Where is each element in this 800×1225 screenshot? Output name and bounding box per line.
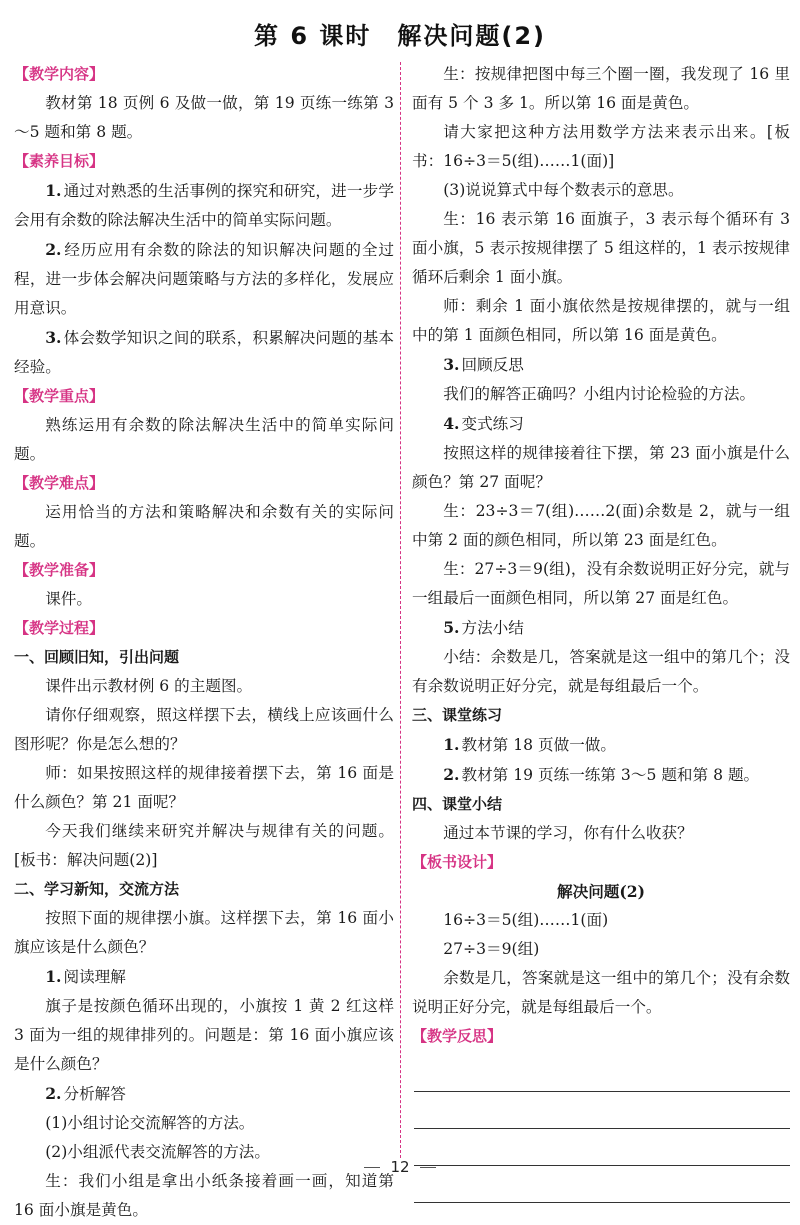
step-title: 阅读理解 <box>63 968 126 986</box>
board-title: 解决问题(2) <box>557 882 645 901</box>
right-column <box>412 60 790 1211</box>
paragraph: 生：27÷3＝9(组)，没有余数说明正好分完，就与一组最后一面颜色相同，所以第 27 面是红色。 <box>412 560 790 607</box>
paragraph: 生：我们小组是拿出小纸条接着画一画，知道第 16 面小旗是黄色。 <box>14 1172 394 1219</box>
paragraph: 师：剩余 1 面小旗依然是按规律摆的，就与一组中的第 1 面颜色相同，所以第 16 面是黄色。 <box>412 297 790 344</box>
section-heading-board-design: 【 板书设计 】 <box>412 848 790 877</box>
paragraph: 按照这样的规律接着往下摆，第 23 面小旗是什么颜色？第 27 面呢？ <box>412 444 790 491</box>
step-heading <box>412 350 790 380</box>
reflection-lines <box>412 1063 790 1203</box>
difficulties-text: 运用恰当的方法和策略解决和余数有关的实际问题。 <box>14 503 394 550</box>
part-one-heading: 一、回顾旧知，引出问题 <box>14 648 180 666</box>
writing-line <box>414 1174 790 1203</box>
section-heading-reflection: 【 教学反思 】 <box>412 1022 790 1051</box>
goal-number: 2. <box>45 240 62 259</box>
paragraph: 生：16 表示第 16 面旗子，3 表示每个循环有 3 面小旗，5 表示按规律摆了 5 组这样的，1 表示按规律循环后剩余 1 面小旗。 <box>412 210 790 286</box>
page-number-footer <box>0 1158 800 1176</box>
paragraph: 今天我们继续来研究并解决与规律有关的问题。[板书：解决问题(2)] <box>14 822 394 869</box>
goal-number: 1. <box>45 181 62 200</box>
goal-item <box>14 323 394 382</box>
paragraph: 生：23÷3＝7(组)……2(面)余数是 2，就与一组中第 2 面的颜色相同，所以第 23 面是红色。 <box>412 502 790 549</box>
paragraph: 生：按规律把图中每三个圈一圈，我发现了 16 里面有 5 个 3 多 1。所以第 16 面是黄色。 <box>412 65 790 112</box>
paragraph: 课件出示教材例 6 的主题图。 <box>45 677 253 695</box>
goal-text: 经历应用有余数的除法的知识解决问题的全过程，进一步体会解决问题策略与方法的多样化，发展应用意识。 <box>14 241 394 317</box>
step-title: 回顾反思 <box>461 356 524 374</box>
section-heading-content: 【 教学内容 】 <box>14 60 394 89</box>
section-heading-preparation: 【 教学准备 】 <box>14 556 394 585</box>
step-heading <box>412 409 790 439</box>
exercise-item <box>412 730 790 760</box>
column-divider <box>400 62 401 1158</box>
exercise-number: 1. <box>443 735 460 754</box>
step-number: 3. <box>443 355 460 374</box>
step-number: 4. <box>443 414 460 433</box>
key-points-text: 熟练运用有余数的除法解决生活中的简单实际问题。 <box>14 416 394 463</box>
paragraph: 我们的解答正确吗？小组内讨论检验的方法。 <box>443 385 756 403</box>
section-heading-difficulties: 【 教学难点 】 <box>14 469 394 498</box>
section-heading-goals: 【 素养目标 】 <box>14 147 394 176</box>
goal-text: 通过对熟悉的生活事例的探究和研究，进一步学会用有余数的除法解决生活中的简单实际问题。 <box>14 182 394 229</box>
paragraph: (1)小组讨论交流解答的方法。 <box>45 1114 255 1132</box>
goal-number: 3. <box>45 328 62 347</box>
exercise-text: 教材第 18 页做一做。 <box>461 736 616 754</box>
goal-item <box>14 235 394 323</box>
section-heading-process: 【 教学过程 】 <box>14 614 394 643</box>
content-text: 教材第 18 页例 6 及做一做，第 19 页练一练第 3～5 题和第 8 题。 <box>14 94 394 141</box>
footer-dash-right <box>420 1167 436 1168</box>
step-title: 方法小结 <box>461 619 524 637</box>
footer-dash-left <box>364 1167 380 1168</box>
paragraph: 通过本节课的学习，你有什么收获？ <box>443 824 693 842</box>
board-equation: 16÷3＝5(组)……1(面) <box>443 911 609 929</box>
goal-item <box>14 176 394 235</box>
paragraph: (2)小组派代表交流解答的方法。 <box>45 1143 270 1161</box>
exercise-item <box>412 760 790 790</box>
step-heading <box>412 613 790 643</box>
part-three-heading: 三、课堂练习 <box>412 706 503 724</box>
section-heading-key-points: 【 教学重点 】 <box>14 382 394 411</box>
paragraph: 请你仔细观察，照这样摆下去，横线上应该画什么图形呢？你是怎么想的？ <box>14 706 394 753</box>
paragraph: (3)说说算式中每个数表示的意思。 <box>443 181 684 199</box>
goal-text: 体会数学知识之间的联系，积累解决问题的基本经验。 <box>14 329 394 376</box>
step-title: 分析解答 <box>63 1085 126 1103</box>
board-equation: 27÷3＝9(组) <box>443 940 540 958</box>
exercise-text: 教材第 19 页练一练第 3～5 题和第 8 题。 <box>461 766 760 784</box>
exercise-number: 2. <box>443 765 460 784</box>
page-number: 12 <box>390 1158 410 1176</box>
step-title: 变式练习 <box>461 415 524 433</box>
paragraph: 旗子是按颜色循环出现的，小旗按 1 黄 2 红这样 3 面为一组的规律排列的。问题是：第 16 面小旗应该是什么颜色？ <box>14 997 394 1073</box>
left-column <box>14 60 394 1225</box>
page-title: 第 6 课时 解决问题(2) <box>253 22 547 50</box>
writing-line <box>414 1100 790 1129</box>
paragraph: 小结：余数是几，答案就是这一组中的第几个；没有余数说明正好分完，就是每组最后一个。 <box>412 648 790 695</box>
step-number: 1. <box>45 967 62 986</box>
step-number: 5. <box>443 618 460 637</box>
step-heading <box>14 1079 394 1109</box>
paragraph: 师：如果按照这样的规律接着摆下去，第 16 面是什么颜色？第 21 面呢？ <box>14 764 394 811</box>
step-heading <box>14 962 394 992</box>
preparation-text: 课件。 <box>45 590 92 608</box>
board-note: 余数是几，答案就是这一组中的第几个；没有余数说明正好分完，就是每组最后一个。 <box>412 969 790 1016</box>
paragraph: 按照下面的规律摆小旗。这样摆下去，第 16 面小旗应该是什么颜色？ <box>14 909 394 956</box>
part-four-heading: 四、课堂小结 <box>412 795 503 813</box>
step-number: 2. <box>45 1084 62 1103</box>
paragraph: 请大家把这种方法用数学方法来表示出来。[板书：16÷3＝5(组)……1(面)] <box>412 123 790 170</box>
part-two-heading: 二、学习新知，交流方法 <box>14 880 180 898</box>
writing-line <box>414 1063 790 1092</box>
